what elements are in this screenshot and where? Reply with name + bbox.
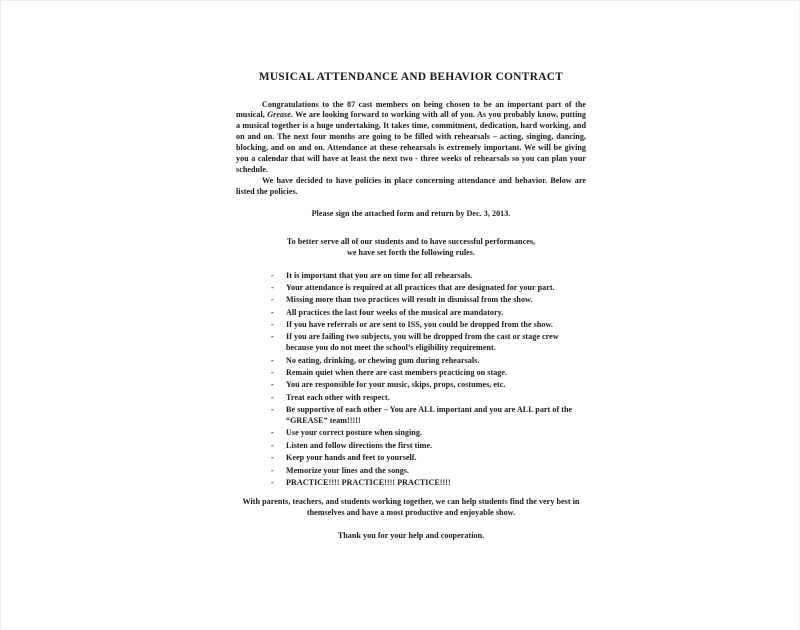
list-item xyxy=(271,441,586,452)
spacer xyxy=(236,519,586,531)
intro-paragraph-part2: . We are looking forward to working with all of you. As you probably know, putting a musical together is a huge undertaking, It takes time, commitment, dedication, hard working, and on and on. The next four months are going to be filled with rehearsals – acting, singing, dancing, blocking, and on and on. Attendance at these rehearsals is extremely important. We will be giving you a calendar that will have at least the next two - three weeks of rehearsals so you can plan your schedule. xyxy=(236,110,587,174)
bullet-dash-icon: - xyxy=(271,453,274,463)
list-item xyxy=(271,283,586,294)
list-item-text: Keep your hands and feet to yourself. xyxy=(286,453,417,463)
sign-notice: Please sign the attached form and return by Dec. 3, 2013. xyxy=(311,209,511,219)
list-item-text: All practices the last four weeks of the musical are mandatory. xyxy=(286,307,504,317)
bullet-dash-icon: - xyxy=(271,270,274,280)
bullet-dash-icon: - xyxy=(271,428,274,438)
bullet-dash-icon: - xyxy=(271,295,274,305)
list-item xyxy=(271,271,586,282)
list-item-text: PRACTICE!!!! PRACTICE!!!! PRACTICE!!!! xyxy=(286,477,451,487)
list-item-text: Treat each other with respect. xyxy=(286,392,390,402)
rules-list xyxy=(236,271,586,489)
bullet-dash-icon: - xyxy=(271,465,274,475)
musical-name: Grease xyxy=(267,110,291,120)
list-item-text: Your attendance is required at all practices that are designated for your part. xyxy=(286,282,555,292)
intro-paragraph xyxy=(236,100,586,176)
policy-paragraph: We have decided to have policies in place concerning attendance and behavior. Below are listed the policies. xyxy=(236,175,586,196)
closing-paragraph: With parents, teachers, and students working together, we can help students find the very best in themselves and have a most productive and enjoyable show. xyxy=(242,497,580,518)
spacer xyxy=(236,259,586,271)
list-item xyxy=(271,320,586,331)
intro-paragraph-part1: Congratulations to the 87 cast members on being chosen to be an important part of the musical, xyxy=(236,99,586,120)
list-item-text: You are responsible for your music, skips, props, costumes, etc. xyxy=(286,380,506,390)
list-item xyxy=(271,393,586,404)
document-body xyxy=(236,71,586,542)
list-item-text: Remain quiet when there are cast members practicing on stage. xyxy=(286,368,508,378)
list-item xyxy=(271,466,586,477)
list-item xyxy=(271,368,586,379)
bullet-dash-icon: - xyxy=(271,477,274,487)
list-item-text: No eating, drinking, or chewing gum during rehearsals. xyxy=(286,355,480,365)
list-item-text: Be supportive of each other – You are ALL important and you are ALL part of the “GREASE” team!!!!! xyxy=(286,405,573,426)
spacer xyxy=(236,197,586,209)
rules-intro-line-2: we have set forth the following rules. xyxy=(346,248,476,258)
spacer xyxy=(236,220,586,236)
bullet-dash-icon: - xyxy=(271,355,274,365)
bullet-dash-icon: - xyxy=(271,307,274,317)
list-item xyxy=(271,295,586,306)
list-item-text: If you have referrals or are sent to ISS, you could be dropped from the show. xyxy=(286,320,553,330)
list-item-text: It is important that you are on time for all rehearsals. xyxy=(286,270,473,280)
bullet-dash-icon: - xyxy=(271,405,274,415)
list-item xyxy=(271,356,586,367)
list-item xyxy=(271,428,586,439)
list-item xyxy=(271,453,586,464)
document-title: MUSICAL ATTENDANCE AND BEHAVIOR CONTRACT xyxy=(258,71,564,83)
list-item-text: Missing more than two practices will result in dismissal from the show. xyxy=(286,295,533,305)
thank-you-line: Thank you for your help and cooperation. xyxy=(337,531,485,541)
list-item xyxy=(271,380,586,391)
list-item-text: Listen and follow directions the first time. xyxy=(286,440,433,450)
bullet-dash-icon: - xyxy=(271,320,274,330)
bullet-dash-icon: - xyxy=(271,392,274,402)
bullet-dash-icon: - xyxy=(271,440,274,450)
bullet-dash-icon: - xyxy=(271,282,274,292)
list-item-text: Use your correct posture when singing. xyxy=(286,428,422,438)
list-item xyxy=(271,478,586,489)
bullet-dash-icon: - xyxy=(271,368,274,378)
rules-intro-line-1: To better serve all of our students and to have successful performances, xyxy=(286,237,536,247)
list-item-text: If you are failing two subjects, you will be dropped from the cast or stage crew because you do not meet the school’s eligibility requirement. xyxy=(286,332,559,353)
bullet-dash-icon: - xyxy=(271,380,274,390)
spacer xyxy=(236,490,586,497)
list-item xyxy=(271,405,586,427)
list-item xyxy=(271,332,586,354)
list-item xyxy=(271,308,586,319)
bullet-dash-icon: - xyxy=(271,332,274,342)
list-item-text: Memorize your lines and the songs. xyxy=(286,465,410,475)
